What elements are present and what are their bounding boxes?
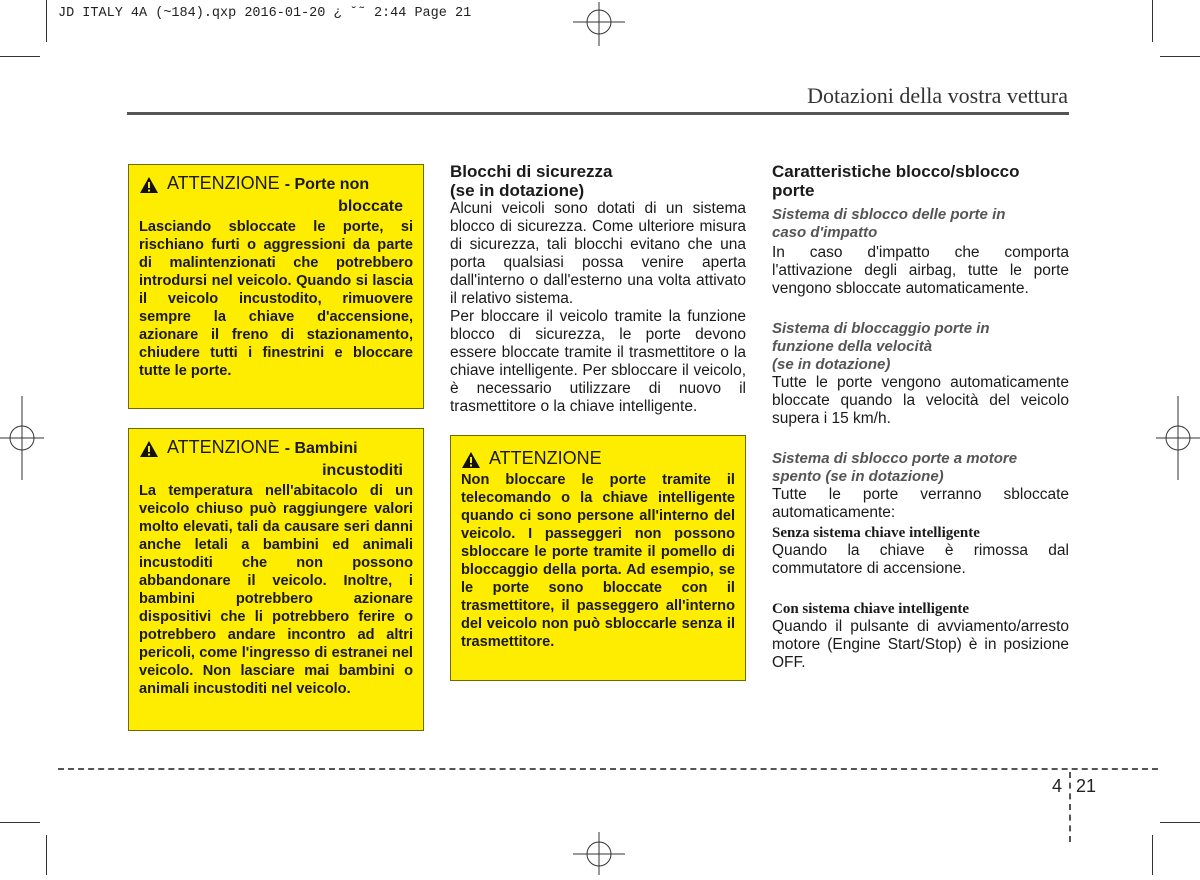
paragraph: In caso d'impatto che comporta l'attivazione degli airbag, tutte le porte vengono sbloccate automaticamente. — [772, 244, 1069, 297]
footer-rule — [58, 768, 1158, 770]
subheading-speed-lock: Sistema di bloccaggio porte in funzione della velocità (se in dotazione) — [772, 320, 990, 373]
crop-mark — [46, 835, 47, 875]
registration-mark-icon — [573, 832, 625, 875]
subheading-engine-off-unlock: Sistema di sblocco porte a motore spento (se in dotazione) — [772, 450, 1018, 485]
middle-column — [450, 162, 746, 416]
warning-subtitle: incustoditi — [322, 462, 403, 479]
warning-box-doors-unlocked — [128, 164, 424, 409]
registration-mark-icon — [1156, 396, 1200, 480]
paragraph: Quando la chiave è rimossa dal commutatore di accensione. — [772, 542, 1069, 577]
crop-mark — [1152, 835, 1153, 875]
warning-triangle-icon — [139, 440, 159, 458]
subheading-impact-unlock: Sistema di sblocco delle porte in caso d'impatto — [772, 206, 1006, 241]
warning-body: Non bloccare le porte tramite il telecomando o la chiave intelligente quando ci sono persone all'interno del veicolo. I passeggeri non possono sbloccare le porte tramite il pomello di bloccaggio della porta. Ad esempio, se le porte sono bloccate con il trasmettitore, il passeggero all'interno del veicolo non può sbloccarle senza il trasmettitore. — [461, 472, 735, 650]
paragraph: Tutte le porte verranno sbloccate automaticamente: — [772, 486, 1069, 521]
heading-safety-locks: Blocchi di sicurezza — [450, 162, 613, 181]
subheading-with-smart-key: Con sistema chiave intelligente — [772, 601, 970, 617]
warning-title: ATTENZIONE - Porte non — [167, 173, 370, 193]
warning-triangle-icon — [139, 176, 159, 194]
page-section-number: 4 — [1052, 776, 1063, 796]
warning-box-children-unattended — [128, 428, 424, 731]
crop-mark — [1152, 0, 1153, 42]
section-title: Dotazioni della vostra vettura — [807, 83, 1068, 108]
crop-mark — [46, 0, 47, 42]
warning-body: Lasciando sbloccate le porte, si rischiano furti o aggressioni da parte di malintenzionati che potrebbero introdursi nel veicolo. Quando si lascia il veicolo incustodito, rimuovere sempre la chiave d'accensione, azionare il freno di stazionamento, chiudere tutti i finestrini e bloccare tutte le porte. — [139, 219, 413, 379]
warning-title: ATTENZIONE — [489, 448, 602, 468]
crop-mark — [0, 822, 40, 823]
paragraph: Alcuni veicoli sono dotati di un sistema blocco di sicurezza. Come ulteriore misura di sicurezza, tali blocchi evitano che una porta qualsiasi possa venire aperta dall'interno o dall'esterno una volta attivato il relativo sistema. — [450, 200, 746, 307]
heading-lock-features: Caratteristiche blocco/sblocco — [772, 162, 1020, 181]
right-column — [772, 162, 1069, 672]
warning-subtitle: bloccate — [338, 198, 403, 215]
warning-title: ATTENZIONE - Bambini — [167, 437, 358, 457]
warning-body: La temperatura nell'abitacolo di un veicolo chiuso può raggiungere valori molto elevati, tali da causare seri danni anche letali a bambini ed animali incustoditi che non possono abbandonare il veicolo. Inoltre, i bambini potrebbero azionare dispositivi che li potrebbero ferire o potrebbero andare incontro ad altri pericoli, come l'ingresso di estranei nel veicolo. Non lasciare mai bambini o animali incustoditi nel veicolo. — [139, 483, 413, 697]
registration-mark-icon — [573, 2, 625, 46]
subheading-without-smart-key: Senza sistema chiave intelligente — [772, 525, 980, 541]
print-slug: JD ITALY 4A (~184).qxp 2016-01-20 ¿ ˘˜ 2:44 Page 21 — [58, 6, 472, 21]
registration-mark-icon — [0, 396, 44, 480]
paragraph: Tutte le porte vengono automaticamente bloccate quando la velocità del veicolo supera i 15 km/h. — [772, 374, 1069, 427]
page-number: 21 — [1076, 776, 1097, 796]
heading-lock-features-cont: porte — [772, 181, 815, 200]
paragraph: Per bloccare il veicolo tramite la funzione blocco di sicurezza, le porte devono essere bloccate tramite il trasmettitore o la chiave intelligente. Per sbloccare il veicolo, è necessario utilizzare di nuovo il trasmettitore o la chiave intelligente. — [450, 308, 746, 415]
crop-mark — [0, 56, 40, 57]
warning-box-remote-lock — [450, 435, 746, 681]
paragraph: Quando il pulsante di avviamento/arresto motore (Engine Start/Stop) è in posizione OFF. — [772, 618, 1069, 671]
warning-triangle-icon — [461, 451, 481, 469]
heading-safety-locks-note: (se in dotazione) — [450, 181, 585, 200]
footer-divider — [1069, 772, 1071, 842]
crop-mark — [1160, 822, 1200, 823]
crop-mark — [1160, 56, 1200, 57]
header-rule — [127, 112, 1069, 115]
